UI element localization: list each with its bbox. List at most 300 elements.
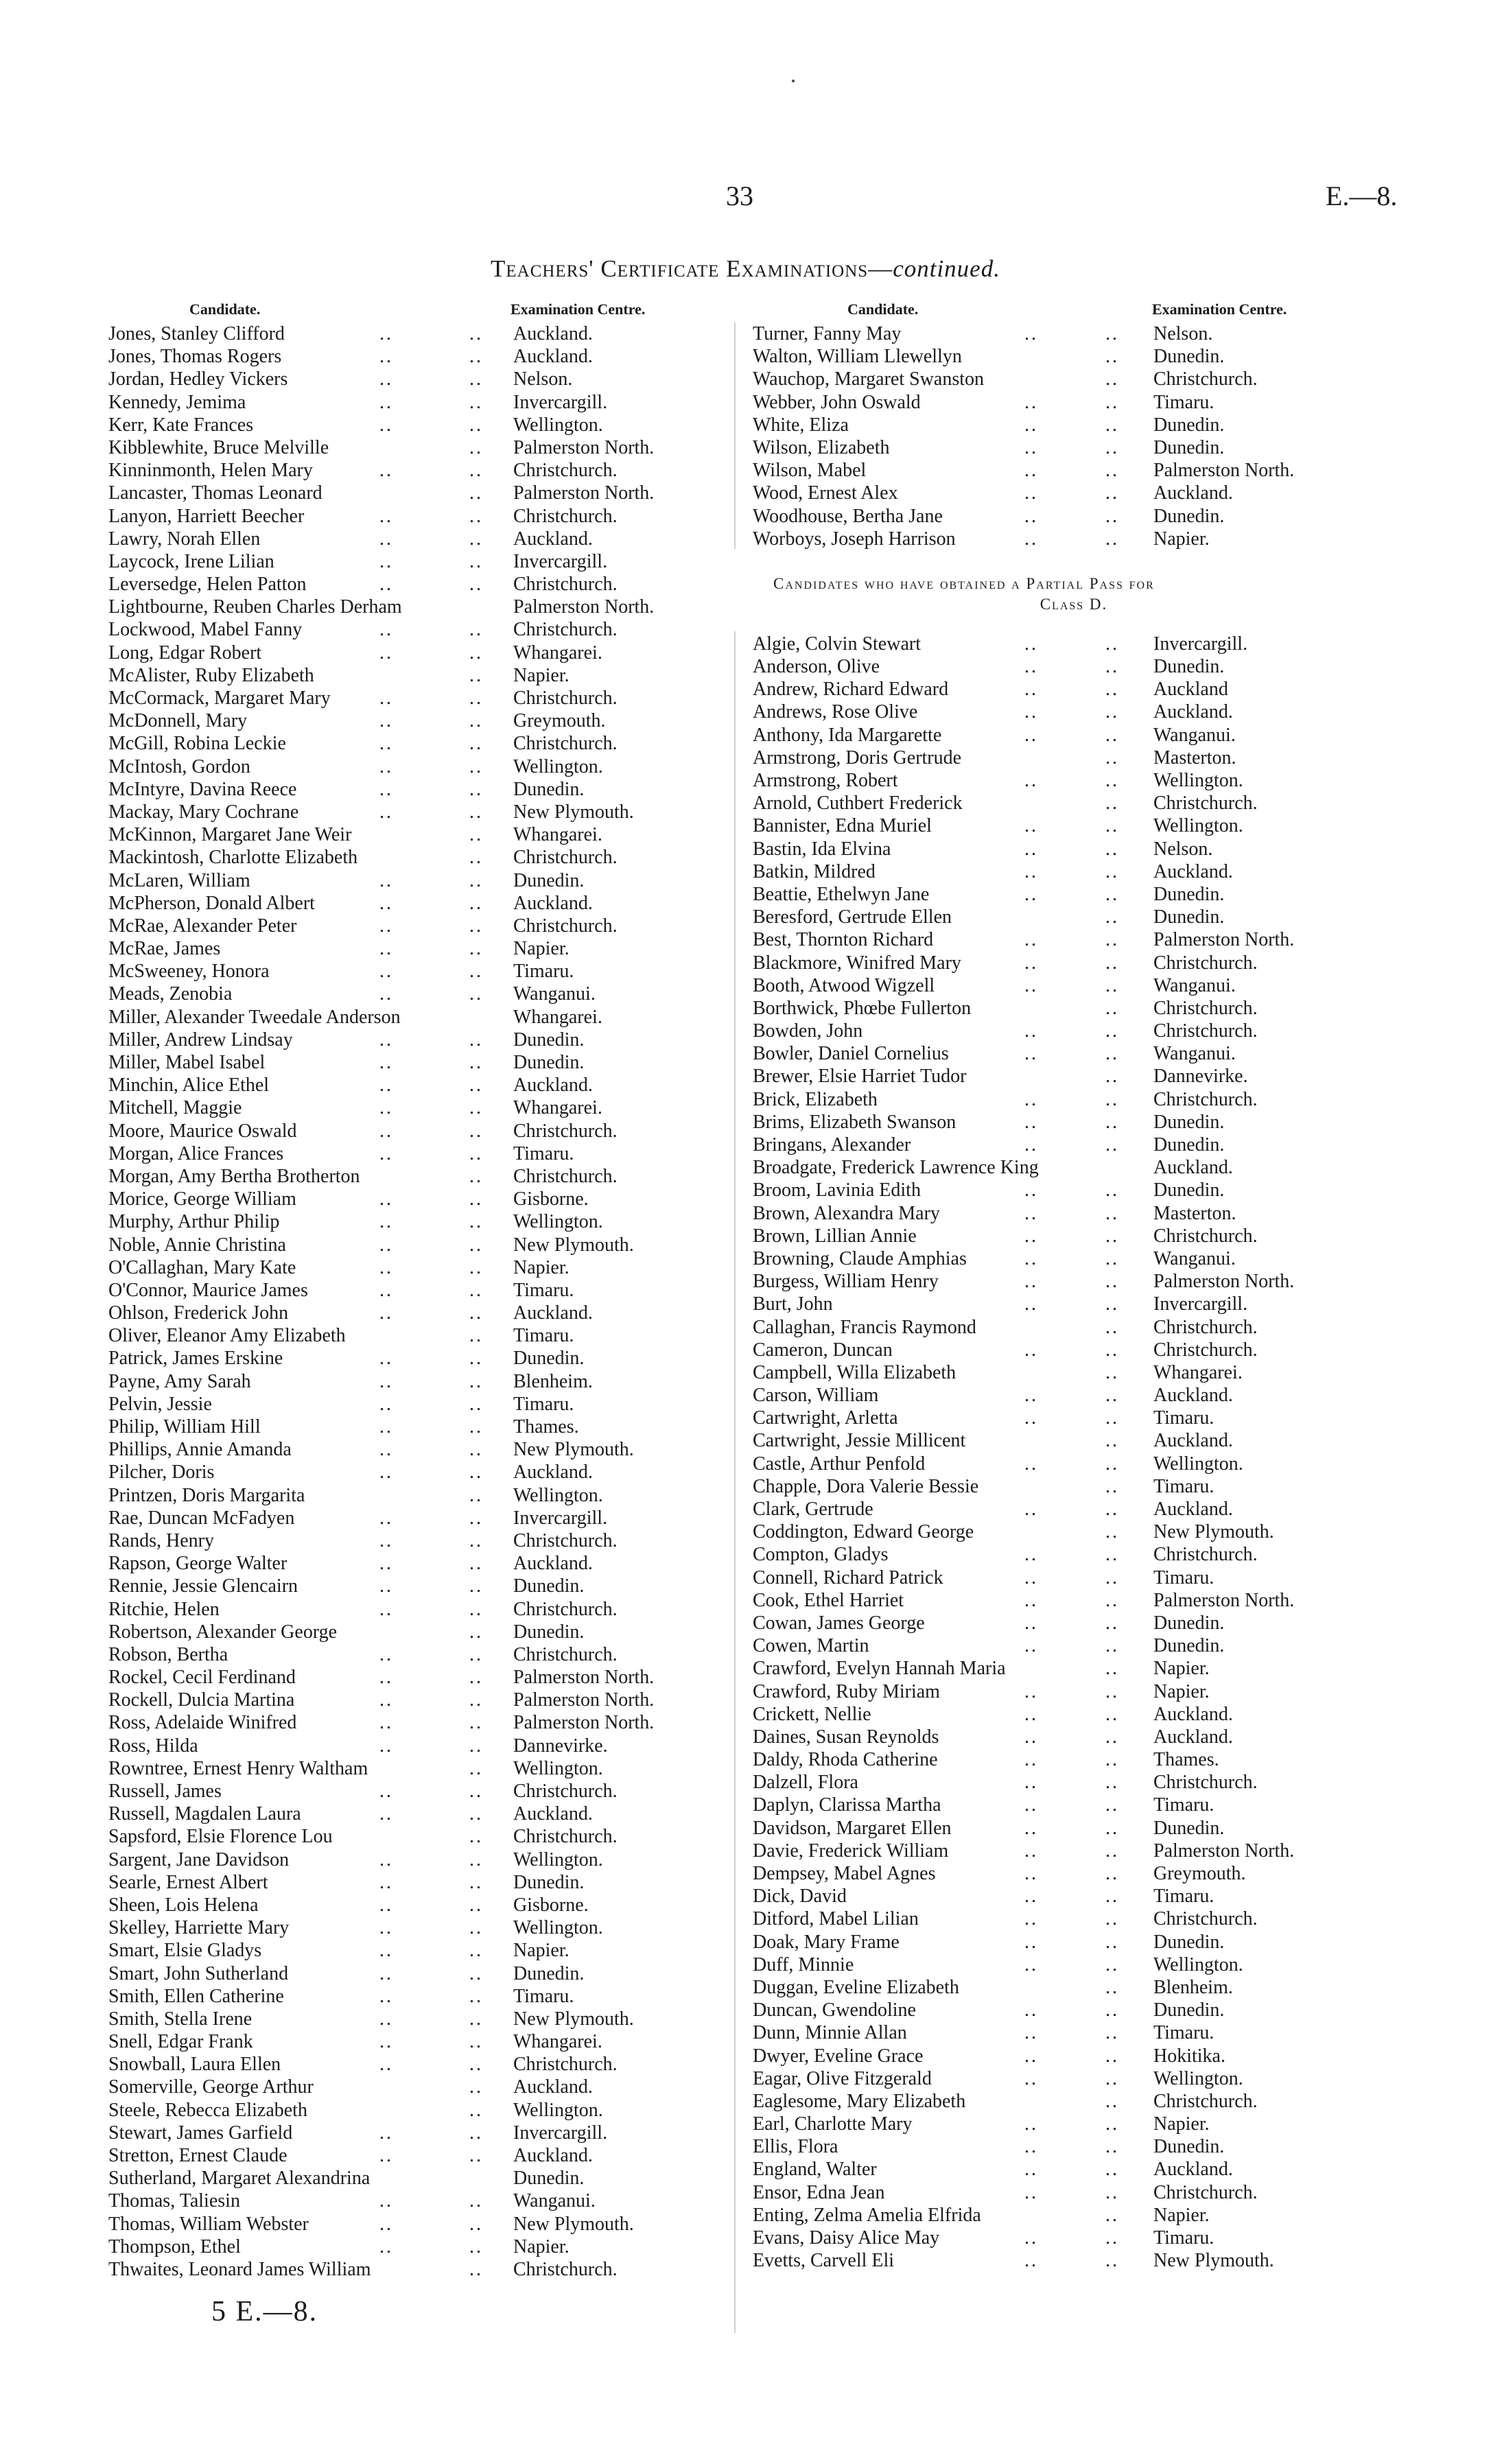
candidate-row xyxy=(751,2158,1396,2181)
leader-dots: .. xyxy=(1105,346,1119,368)
leader-dots: .. xyxy=(469,1416,483,1438)
leader-dots: .. xyxy=(469,1643,483,1665)
examination-centre: Timaru. xyxy=(1153,2227,1214,2249)
leader-dots: .. xyxy=(379,368,393,390)
leader-dots: .. xyxy=(1105,1840,1119,1862)
candidate-row xyxy=(751,1498,1396,1521)
candidate-row xyxy=(108,2190,698,2212)
leader-dots: .. xyxy=(379,1917,393,1939)
candidate-row xyxy=(751,928,1396,951)
examination-centre: Dunedin. xyxy=(1153,1134,1225,1155)
leader-dots: .. xyxy=(379,414,393,436)
examination-centre: Christchurch. xyxy=(513,733,618,755)
examination-centre: Palmerston North. xyxy=(1153,1589,1295,1611)
candidate-row xyxy=(108,1188,698,1210)
candidate-row xyxy=(751,2113,1396,2135)
candidate-name: Beresford, Gertrude Ellen xyxy=(753,906,952,928)
candidate-name: Leversedge, Helen Patton xyxy=(108,574,307,596)
candidate-name: Stretton, Ernest Claude xyxy=(108,2145,287,2166)
examination-centre: Wanganui. xyxy=(1153,1043,1236,1065)
examination-centre: Christchurch. xyxy=(513,688,618,709)
candidate-name: Browning, Claude Amphias xyxy=(753,1247,967,1269)
examination-centre: Christchurch. xyxy=(1153,2090,1258,2112)
leader-dots: .. xyxy=(469,938,483,960)
examination-centre: Palmerston North. xyxy=(513,596,655,618)
leader-dots: .. xyxy=(469,801,483,823)
examination-centre: Dunedin. xyxy=(513,1052,585,1073)
candidate-row xyxy=(751,1361,1396,1384)
leader-dots: .. xyxy=(1105,1886,1119,1908)
candidate-row xyxy=(108,1006,698,1029)
candidate-row xyxy=(108,2167,698,2190)
leader-dots: .. xyxy=(469,1553,483,1575)
examination-centre: Invercargill. xyxy=(513,550,608,572)
leader-dots: .. xyxy=(469,2008,483,2030)
candidate-row xyxy=(108,414,698,436)
leader-dots: .. xyxy=(379,2054,393,2076)
candidate-name: Compton, Gladys xyxy=(753,1544,889,1566)
leader-dots: .. xyxy=(1024,770,1038,791)
partial-pass-heading-line2: Class D. xyxy=(1040,595,1108,613)
candidate-name: Cook, Ethel Harriet xyxy=(753,1589,904,1611)
candidate-name: Carson, William xyxy=(753,1385,879,1407)
examination-centre: Auckland. xyxy=(1153,1430,1233,1452)
candidate-row xyxy=(751,655,1396,678)
examination-centre: Dunedin. xyxy=(513,1871,585,1893)
candidate-row xyxy=(751,1908,1396,1930)
leader-dots: .. xyxy=(469,2122,483,2144)
candidate-row xyxy=(108,1529,698,1552)
candidate-row xyxy=(751,860,1396,883)
leader-dots: .. xyxy=(1105,391,1119,413)
leader-dots: .. xyxy=(469,346,483,368)
candidate-row xyxy=(751,1543,1396,1566)
candidate-name: Andrews, Rose Olive xyxy=(753,701,918,723)
leader-dots: .. xyxy=(379,1234,393,1256)
leader-dots: .. xyxy=(379,1894,393,1916)
leader-dots: .. xyxy=(1105,1749,1119,1771)
leader-dots: .. xyxy=(1024,1703,1038,1725)
candidate-name: Broom, Lavinia Edith xyxy=(753,1180,921,1201)
candidate-row xyxy=(108,1507,698,1529)
leader-dots: .. xyxy=(379,1052,393,1073)
leader-dots: .. xyxy=(379,1462,393,1483)
candidate-row xyxy=(751,1680,1396,1703)
candidate-name: Lawry, Norah Ellen xyxy=(108,528,261,550)
candidate-row xyxy=(751,1475,1396,1498)
leader-dots: .. xyxy=(379,1575,393,1597)
candidate-row xyxy=(751,1567,1396,1589)
examination-centre: Napier. xyxy=(513,938,570,960)
examination-centre: Palmerston North. xyxy=(1153,1840,1295,1862)
leader-dots: .. xyxy=(1024,2045,1038,2067)
candidate-name: Campbell, Willa Elizabeth xyxy=(753,1361,956,1383)
leader-dots: .. xyxy=(1105,460,1119,482)
leader-dots: .. xyxy=(1105,815,1119,837)
candidate-name: Daines, Susan Reynolds xyxy=(753,1726,939,1748)
examination-centre: Christchurch. xyxy=(513,1781,618,1802)
examination-centre: Timaru. xyxy=(1153,391,1214,413)
candidate-row xyxy=(108,391,698,414)
candidate-name: Doak, Mary Frame xyxy=(753,1931,900,1953)
leader-dots: .. xyxy=(1105,1544,1119,1566)
partial-pass-heading xyxy=(751,550,1396,619)
examination-centre: Christchurch. xyxy=(513,1643,618,1665)
candidate-row xyxy=(108,1735,698,1757)
examination-centre: Wellington. xyxy=(513,414,603,436)
candidate-row xyxy=(751,2135,1396,2158)
candidate-name: Payne, Amy Sarah xyxy=(108,1370,251,1392)
candidate-row xyxy=(108,2122,698,2144)
leader-dots: .. xyxy=(1024,1863,1038,1884)
examination-centre: Dunedin. xyxy=(1153,1612,1225,1634)
examination-centre: Dunedin. xyxy=(1153,1999,1225,2021)
examination-centre: Palmerston North. xyxy=(513,482,655,504)
candidate-row xyxy=(108,869,698,892)
candidate-row xyxy=(108,1803,698,1825)
candidate-row xyxy=(751,436,1396,459)
candidate-row xyxy=(751,2227,1396,2249)
leader-dots: .. xyxy=(469,368,483,390)
examination-centre: Auckland. xyxy=(513,1803,593,1825)
right-candidate-list xyxy=(751,322,1396,550)
examination-centre: Wellington. xyxy=(1153,1453,1243,1475)
leader-dots: .. xyxy=(1024,1088,1038,1110)
examination-centre: Napier. xyxy=(513,664,570,686)
examination-centre: Auckland. xyxy=(513,1075,593,1096)
candidate-name: Russell, James xyxy=(108,1781,222,1802)
leader-dots: .. xyxy=(379,938,393,960)
candidate-row xyxy=(751,345,1396,368)
examination-centre: Dunedin. xyxy=(513,2168,585,2190)
leader-dots: .. xyxy=(1105,1111,1119,1133)
leader-dots: .. xyxy=(1105,1772,1119,1794)
candidate-name: Lanyon, Harriett Beecher xyxy=(108,505,305,527)
candidate-name: Mackay, Mary Cochrane xyxy=(108,801,299,823)
examination-centre: Napier. xyxy=(513,1256,570,1278)
candidate-name: Burt, John xyxy=(753,1293,833,1315)
candidate-name: Steele, Rebecca Elizabeth xyxy=(108,2099,307,2121)
examination-centre: Auckland. xyxy=(513,1302,593,1324)
leader-dots: .. xyxy=(469,869,483,891)
candidate-name: Smith, Stella Irene xyxy=(108,2008,253,2030)
candidate-row xyxy=(751,2204,1396,2227)
examination-centre: Timaru. xyxy=(1153,1886,1214,1908)
leader-dots: .. xyxy=(379,710,393,732)
candidate-name: Smart, John Sutherland xyxy=(108,1962,289,1984)
title-main: Teachers' Certificate Examinations— xyxy=(491,255,893,282)
candidate-row xyxy=(108,368,698,390)
leader-dots: .. xyxy=(379,1075,393,1096)
candidate-row xyxy=(108,1757,698,1780)
candidate-row xyxy=(108,436,698,459)
leader-dots: .. xyxy=(1105,1339,1119,1361)
candidate-name: McLaren, William xyxy=(108,869,250,891)
candidate-row xyxy=(108,573,698,596)
candidate-name: Ellis, Flora xyxy=(753,2136,838,2158)
leader-dots: .. xyxy=(469,1940,483,1962)
candidate-name: McIntyre, Davina Reece xyxy=(108,778,297,800)
candidate-row xyxy=(108,2144,698,2167)
leader-dots: .. xyxy=(469,664,483,686)
leader-dots: .. xyxy=(379,2122,393,2144)
candidate-row xyxy=(751,414,1396,436)
examination-centre: Timaru. xyxy=(1153,1794,1214,1816)
leader-dots: .. xyxy=(1024,1749,1038,1771)
examination-centre: Dunedin. xyxy=(513,1575,585,1597)
leader-dots: .. xyxy=(1024,1293,1038,1315)
print-speck xyxy=(792,80,795,82)
candidate-name: Duff, Minnie xyxy=(753,1953,854,1975)
leader-dots: .. xyxy=(1105,724,1119,746)
candidate-row xyxy=(751,1657,1396,1680)
leader-dots: .. xyxy=(1105,838,1119,860)
candidate-name: Rennie, Jessie Glencairn xyxy=(108,1575,298,1597)
leader-dots: .. xyxy=(1105,1589,1119,1611)
leader-dots: .. xyxy=(469,2145,483,2166)
leader-dots: .. xyxy=(469,2236,483,2257)
leader-dots: .. xyxy=(1105,1271,1119,1293)
leader-dots: .. xyxy=(1024,1499,1038,1520)
examination-centre: Auckland. xyxy=(1153,1385,1233,1407)
left-column-header xyxy=(108,296,698,322)
leader-dots: .. xyxy=(1105,883,1119,905)
examination-centre: Christchurch. xyxy=(513,2054,618,2076)
candidate-row xyxy=(751,1453,1396,1475)
candidate-row xyxy=(108,1302,698,1324)
candidate-name: Long, Edgar Robert xyxy=(108,642,262,664)
candidate-row xyxy=(108,1711,698,1734)
examination-centre: Dunedin. xyxy=(513,1348,585,1370)
leader-dots: .. xyxy=(469,482,483,504)
candidate-row xyxy=(751,368,1396,390)
leader-dots: .. xyxy=(1024,679,1038,701)
candidate-name: Crawford, Ruby Miriam xyxy=(753,1680,940,1702)
candidate-name: Eagar, Olive Fitzgerald xyxy=(753,2067,932,2089)
leader-dots: .. xyxy=(1105,482,1119,504)
candidate-row xyxy=(108,1096,698,1119)
candidate-name: Dunn, Minnie Allan xyxy=(753,2022,907,2044)
leader-dots: .. xyxy=(1105,1020,1119,1042)
examination-centre: Invercargill. xyxy=(1153,1293,1248,1315)
examination-centre: Christchurch. xyxy=(513,1529,618,1551)
candidate-name: Thomas, Taliesin xyxy=(108,2190,240,2212)
candidate-row xyxy=(108,1962,698,1985)
candidate-row xyxy=(108,1165,698,1188)
candidate-name: Cartwright, Arletta xyxy=(753,1407,898,1429)
candidate-name: Morice, George William xyxy=(108,1188,296,1210)
right-column-header xyxy=(751,296,1396,322)
examination-centre: Timaru. xyxy=(513,1325,574,1347)
leader-dots: .. xyxy=(1024,1726,1038,1748)
examination-centre: New Plymouth. xyxy=(513,2008,634,2030)
examination-centre: Wanganui. xyxy=(513,983,596,1005)
candidate-name: Pelvin, Jessie xyxy=(108,1393,212,1415)
candidate-name: Evetts, Carvell Eli xyxy=(753,2250,895,2272)
candidate-name: Anthony, Ida Margarette xyxy=(753,724,942,746)
leader-dots: .. xyxy=(1024,1271,1038,1293)
candidate-name: Brick, Elizabeth xyxy=(753,1088,878,1110)
leader-dots: .. xyxy=(469,528,483,550)
candidate-name: Noble, Annie Christina xyxy=(108,1234,286,1256)
leader-dots: .. xyxy=(1105,656,1119,678)
examination-centre: Whangarei. xyxy=(513,642,602,664)
leader-dots: .. xyxy=(1024,1612,1038,1634)
candidate-name: Snell, Edgar Frank xyxy=(108,2031,253,2053)
examination-centre: Nelson. xyxy=(1153,323,1213,344)
candidate-name: Morgan, Alice Frances xyxy=(108,1142,284,1164)
candidate-name: Beattie, Ethelwyn Jane xyxy=(753,883,930,905)
candidate-name: Bowden, John xyxy=(753,1020,863,1042)
candidate-row xyxy=(751,814,1396,837)
candidate-name: Kerr, Kate Frances xyxy=(108,414,254,436)
leader-dots: .. xyxy=(469,915,483,937)
leader-dots: .. xyxy=(1024,1407,1038,1429)
examination-centre: Whangarei. xyxy=(513,824,602,846)
candidate-name: Thompson, Ethel xyxy=(108,2236,241,2257)
leader-dots: .. xyxy=(1024,505,1038,527)
leader-dots: .. xyxy=(1105,1475,1119,1497)
leader-dots: .. xyxy=(1024,2159,1038,2181)
candidate-name: Laycock, Irene Lilian xyxy=(108,550,274,572)
leader-dots: .. xyxy=(1105,1225,1119,1247)
leader-dots: .. xyxy=(1105,1180,1119,1201)
candidate-name: Lancaster, Thomas Leonard xyxy=(108,482,322,504)
leader-dots: .. xyxy=(1024,391,1038,413)
leader-dots: .. xyxy=(1105,414,1119,436)
examination-centre: Dunedin. xyxy=(1153,414,1225,436)
candidate-row xyxy=(751,1316,1396,1339)
candidate-name: Robertson, Alexander George xyxy=(108,1621,338,1643)
leader-dots: .. xyxy=(1105,1931,1119,1953)
leader-dots: .. xyxy=(1024,1886,1038,1908)
title-continued: continued. xyxy=(893,255,1000,282)
leader-dots: .. xyxy=(1105,2045,1119,2067)
leader-dots: .. xyxy=(1105,997,1119,1019)
leader-dots: .. xyxy=(469,1735,483,1757)
candidate-name: Kinninmonth, Helen Mary xyxy=(108,460,313,482)
candidate-name: Blackmore, Winifred Mary xyxy=(753,952,961,974)
examination-centre: Greymouth. xyxy=(1153,1863,1246,1884)
examination-centre: Wellington. xyxy=(513,2099,603,2121)
candidate-header: Candidate. xyxy=(847,301,919,318)
leader-dots: .. xyxy=(1105,505,1119,527)
candidate-row xyxy=(751,1042,1396,1065)
candidate-row xyxy=(108,1598,698,1621)
candidate-name: Murphy, Arthur Philip xyxy=(108,1211,280,1233)
candidate-row xyxy=(751,391,1396,414)
leader-dots: .. xyxy=(379,1416,393,1438)
candidate-row xyxy=(108,1849,698,1871)
candidate-name: Mitchell, Maggie xyxy=(108,1097,242,1119)
examination-centre: Wellington. xyxy=(1153,2067,1243,2089)
leader-dots: .. xyxy=(469,1279,483,1301)
candidate-name: Meads, Zenobia xyxy=(108,983,233,1005)
candidate-row xyxy=(751,1862,1396,1885)
candidate-row xyxy=(108,1029,698,1051)
leader-dots: .. xyxy=(1105,747,1119,768)
candidate-row xyxy=(108,1051,698,1074)
candidate-name: Clark, Gertrude xyxy=(753,1499,873,1520)
candidate-row xyxy=(108,892,698,915)
examination-centre: Christchurch. xyxy=(1153,1225,1258,1247)
leader-dots: .. xyxy=(1024,1567,1038,1588)
leader-dots: .. xyxy=(1105,528,1119,550)
leader-dots: .. xyxy=(1105,1385,1119,1407)
candidate-name: Kennedy, Jemima xyxy=(108,391,246,413)
examination-centre: Auckland. xyxy=(1153,2159,1233,2181)
candidate-name: Cartwright, Jessie Millicent xyxy=(753,1430,966,1452)
candidate-row xyxy=(108,2076,698,2098)
candidate-row xyxy=(751,1179,1396,1201)
leader-dots: .. xyxy=(469,1849,483,1870)
candidate-row xyxy=(751,1225,1396,1247)
candidate-row xyxy=(108,528,698,550)
candidate-row xyxy=(751,1885,1396,1908)
leader-dots: .. xyxy=(469,1302,483,1324)
candidate-name: Thwaites, Leonard James William xyxy=(108,2258,371,2280)
leader-dots: .. xyxy=(1024,1043,1038,1065)
leader-dots: .. xyxy=(1024,1225,1038,1247)
leader-dots: .. xyxy=(469,755,483,777)
leader-dots: .. xyxy=(379,2145,393,2166)
leader-dots: .. xyxy=(469,892,483,914)
candidate-row xyxy=(751,952,1396,974)
examination-centre: Dunedin. xyxy=(1153,505,1225,527)
leader-dots: .. xyxy=(469,436,483,458)
examination-centre: Invercargill. xyxy=(513,391,608,413)
leader-dots: .. xyxy=(469,1689,483,1711)
examination-centre: Dannevirke. xyxy=(1153,1066,1248,1088)
examination-centre: Auckland. xyxy=(513,2145,593,2166)
leader-dots: .. xyxy=(1105,1567,1119,1588)
examination-centre: Dunedin. xyxy=(1153,436,1225,458)
candidate-row xyxy=(751,1748,1396,1771)
examination-centre: Wanganui. xyxy=(1153,974,1236,996)
leader-dots: .. xyxy=(469,550,483,572)
leader-dots: .. xyxy=(1105,436,1119,458)
candidate-name: Algie, Colvin Stewart xyxy=(753,633,921,655)
examination-centre: New Plymouth. xyxy=(1153,2250,1274,2272)
leader-dots: .. xyxy=(1024,1931,1038,1953)
candidate-name: Moore, Maurice Oswald xyxy=(108,1120,297,1142)
examination-centre: Palmerston North. xyxy=(1153,1271,1295,1293)
candidate-name: Brown, Lillian Annie xyxy=(753,1225,917,1247)
candidate-row xyxy=(108,1142,698,1165)
candidate-name: Ritchie, Helen xyxy=(108,1598,220,1620)
candidate-name: Rockel, Cecil Ferdinand xyxy=(108,1667,296,1689)
leader-dots: .. xyxy=(1024,1180,1038,1201)
leader-dots: .. xyxy=(469,1962,483,1984)
leader-dots: .. xyxy=(379,2031,393,2053)
candidate-row xyxy=(108,1894,698,1916)
leader-dots: .. xyxy=(1105,368,1119,390)
candidate-name: Davie, Frederick William xyxy=(753,1840,949,1862)
leader-dots: .. xyxy=(469,1211,483,1233)
leader-dots: .. xyxy=(1024,2181,1038,2203)
candidate-row xyxy=(108,1438,698,1461)
examination-centre: Nelson. xyxy=(513,368,573,390)
examination-centre: Wellington. xyxy=(513,755,603,777)
leader-dots: .. xyxy=(379,1256,393,1278)
candidate-row xyxy=(751,838,1396,860)
leader-dots: .. xyxy=(379,1188,393,1210)
candidate-name: Ross, Adelaide Winifred xyxy=(108,1712,297,1734)
partial-pass-list xyxy=(751,633,1396,2273)
candidate-row xyxy=(108,1120,698,1142)
leader-dots: .. xyxy=(1024,436,1038,458)
candidate-row xyxy=(751,1384,1396,1407)
